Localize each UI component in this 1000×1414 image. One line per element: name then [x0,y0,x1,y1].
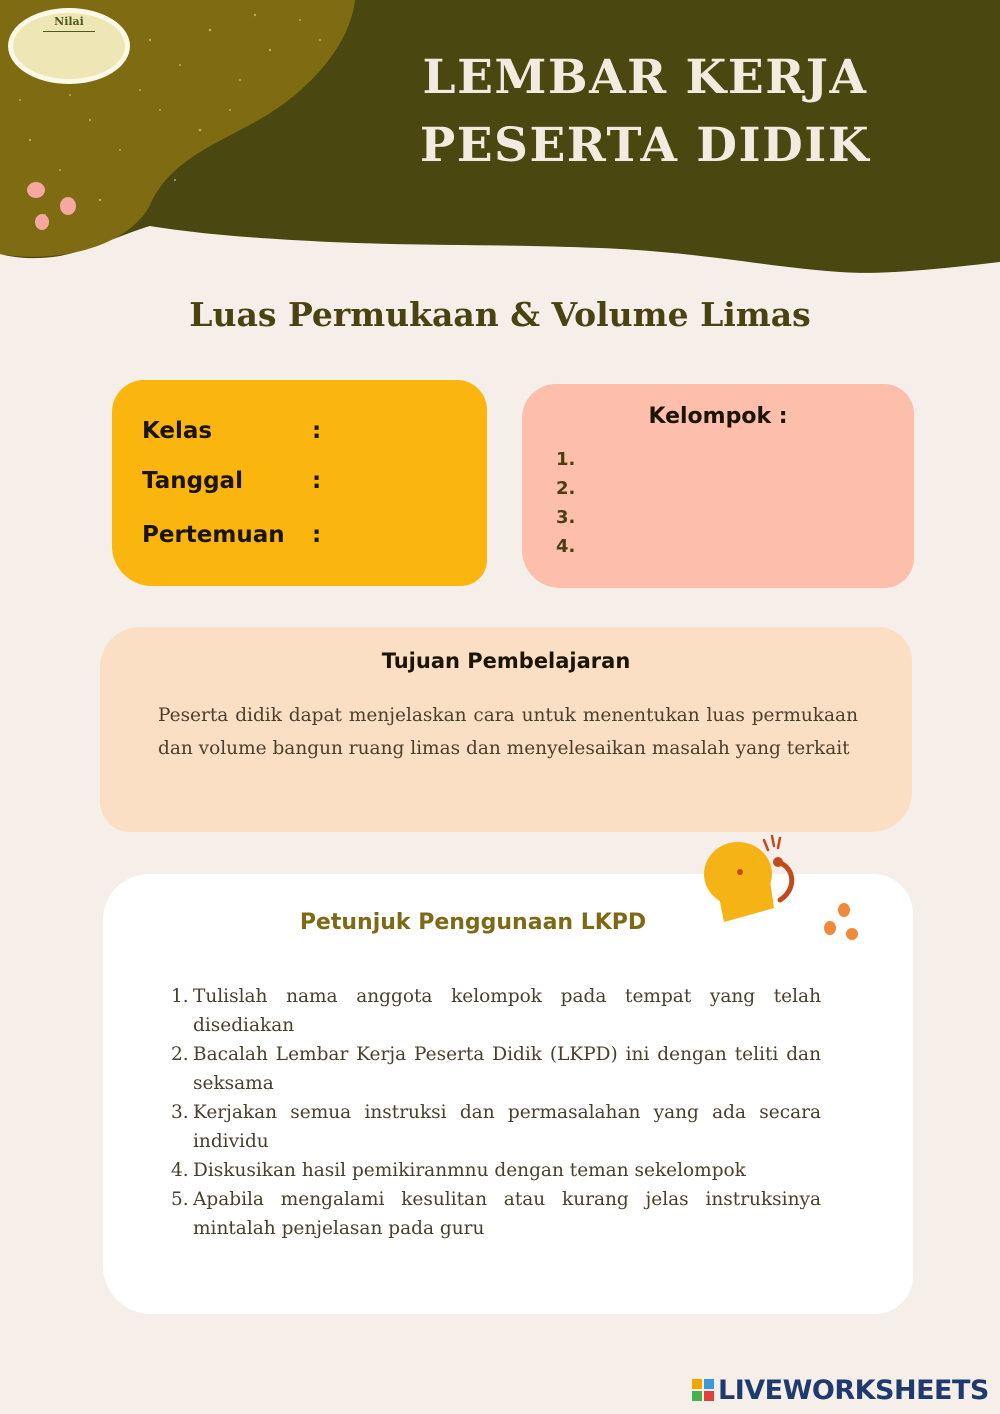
score-label: Nilai [54,15,84,28]
page-subtitle: Luas Permukaan & Volume Limas [189,295,811,334]
instruction-number: 4. [171,1160,189,1181]
learning-goal-text: Peserta didik dapat menjelaskan cara untuk menentukan luas permukaan dan volume bangun ruang limas dan menyelesaikan masalah yang terkait [158,705,858,759]
group-member-item: 3. [556,507,576,528]
learning-goal-title: Tujuan Pembelajaran [381,649,631,673]
instruction-text: Kerjakan semua instruksi dan permasalahan yang ada secara individu [193,1102,821,1152]
instructions-list [171,982,821,1243]
group-member-item: 1. [556,449,576,470]
instruction-item [171,1040,821,1098]
decorative-dots [818,898,866,946]
group-title: Kelompok : [648,404,788,429]
pertemuan-separator: : [312,522,322,548]
liveworksheets-logo-text: LIVEWORKSHEETS [718,1374,989,1406]
score-badge[interactable] [8,8,130,84]
score-line [43,31,95,32]
group-member-item: 2. [556,478,576,499]
instructions-title: Petunjuk Penggunaan LKPD [299,910,647,935]
instruction-number: 1. [171,986,189,1007]
tanggal-label: Tanggal [142,468,243,494]
instruction-text: Diskusikan hasil pemikiranmnu dengan teman sekelompok [193,1160,746,1181]
instruction-item [171,1185,821,1243]
instruction-number: 5. [171,1189,189,1210]
instructions-card [103,874,913,1314]
instruction-text: Apabila mengalami kesulitan atau kurang jelas instruksinya mintalah penjelasan pada guru [193,1189,821,1239]
instruction-number: 3. [171,1102,189,1123]
group-member-item: 4. [556,536,576,557]
pertemuan-row [142,522,321,548]
learning-goal-card [100,627,912,832]
instruction-item [171,982,821,1040]
page-title [380,44,910,180]
instruction-text: Tulislah nama anggota kelompok pada tempat yang telah disediakan [193,986,821,1036]
liveworksheets-logo-icon [692,1379,714,1401]
pertemuan-label: Pertemuan [142,522,285,548]
liveworksheets-logo[interactable] [692,1374,989,1406]
instruction-number: 2. [171,1044,189,1065]
kelas-label: Kelas [142,418,213,444]
instruction-item [171,1098,821,1156]
kelas-separator: : [312,418,322,444]
kelas-row [142,418,321,444]
megaphone-icon [700,832,800,928]
identity-card [112,380,487,586]
group-member-list [556,449,575,565]
title-line-2: PESERTA DIDIK [419,118,871,173]
tanggal-row [142,468,321,494]
group-card [522,384,914,588]
title-line-1: LEMBAR KERJA [422,50,868,105]
decorative-dots [22,176,84,238]
instruction-text: Bacalah Lembar Kerja Peserta Didik (LKPD) ini dengan teliti dan seksama [193,1044,821,1094]
instruction-item [171,1156,821,1185]
tanggal-separator: : [312,468,322,494]
